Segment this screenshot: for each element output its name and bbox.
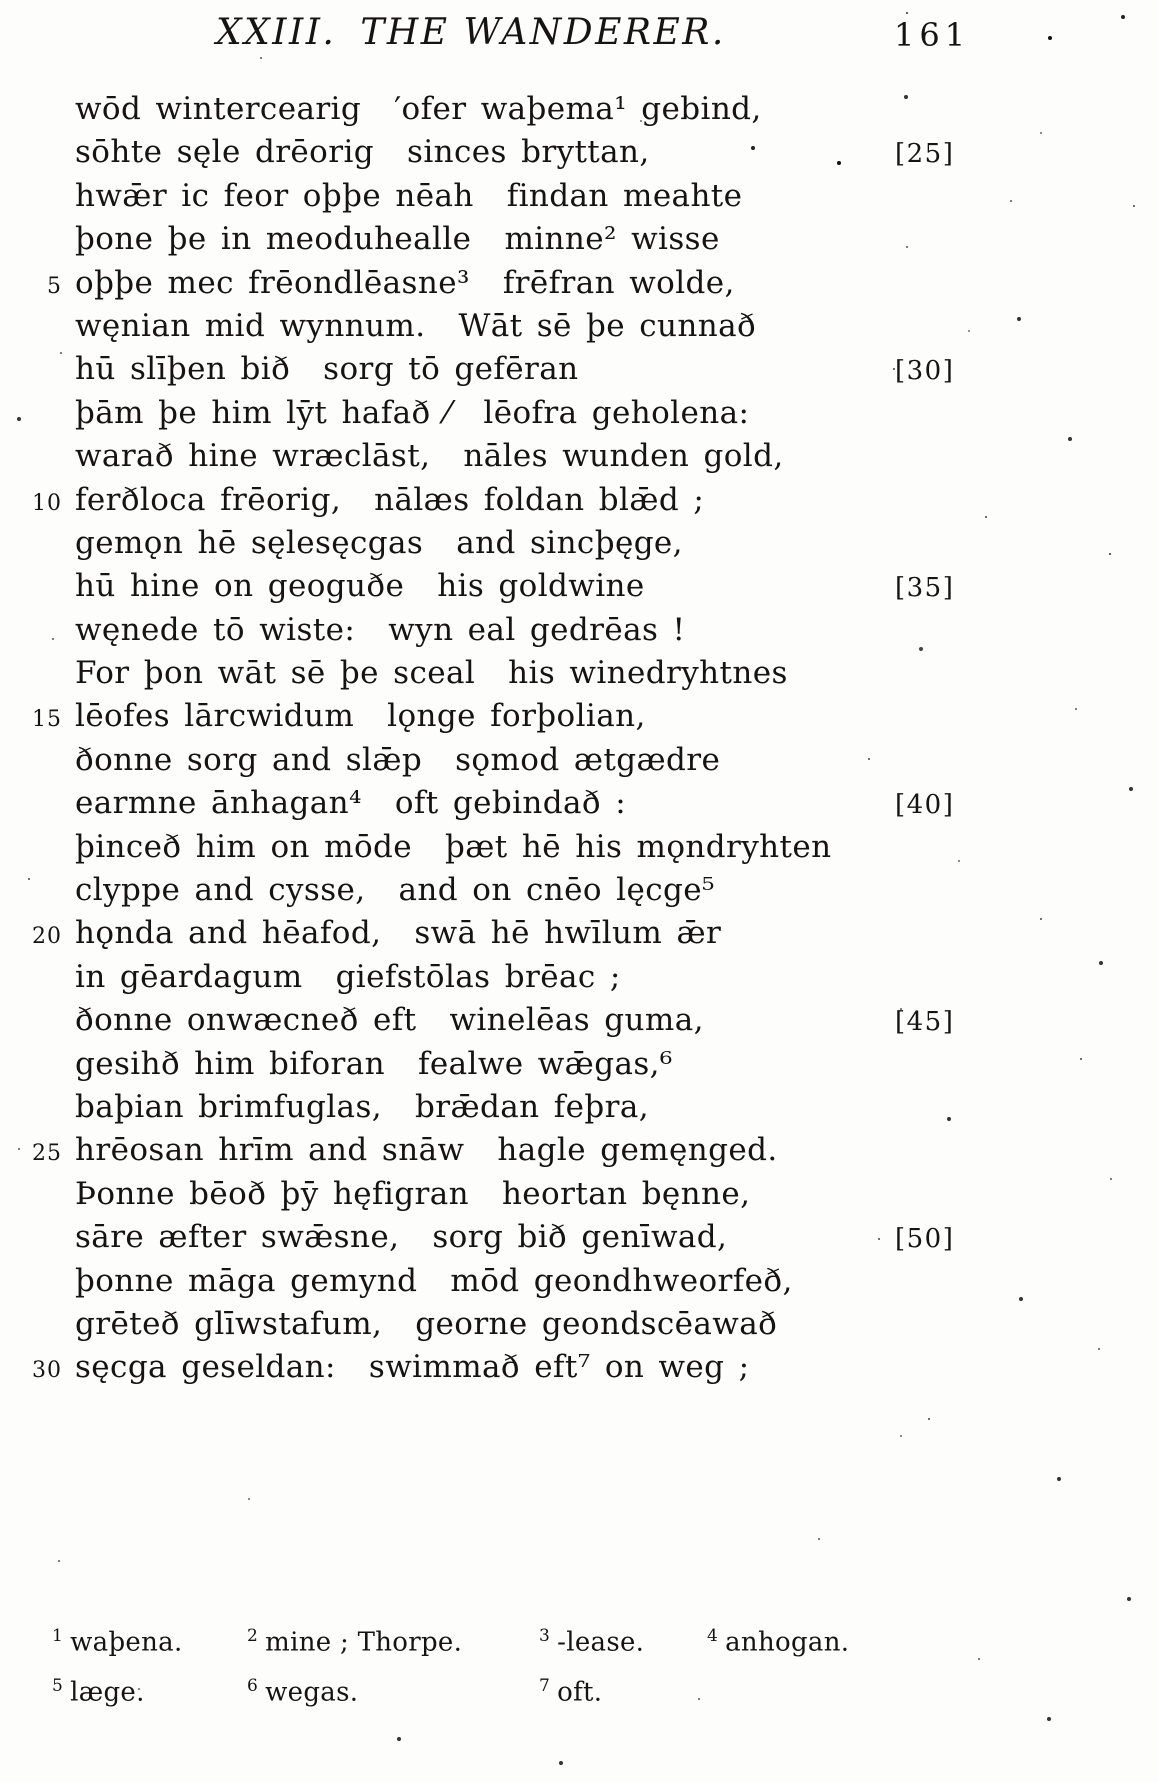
footnote-marker: 3: [539, 1626, 551, 1646]
half-line-a: wōd wintercearig: [75, 91, 362, 127]
verse-text: [75, 1346, 750, 1389]
half-line-a: oþþe mec frēondlēasne³: [75, 264, 470, 301]
poem-text: [0, 88, 1100, 1390]
verse-text: [75, 695, 646, 738]
footnote: [539, 1676, 602, 1708]
verse-text: [75, 348, 579, 391]
scan-noise: [0, 0, 2, 2]
half-line-a: þonne māga gemynd: [75, 1262, 418, 1299]
half-line-a: ferðloca frēorig,: [75, 481, 342, 518]
verse-text: [75, 869, 715, 912]
half-line-b: lǫnge forþolian,: [387, 698, 646, 735]
verse-text: [75, 175, 742, 218]
footnote: [52, 1626, 183, 1658]
half-line-b: swimmað eft⁷ on weg ;: [368, 1349, 750, 1386]
verse-text: [75, 522, 683, 565]
footnote-text: -lease.: [557, 1627, 645, 1658]
footnote-marker: 7: [539, 1676, 551, 1696]
verse-text: [75, 131, 650, 174]
half-line-b: winelēas guma,: [449, 1002, 704, 1039]
half-line-a: lēofes lārcwidum: [75, 698, 355, 735]
verse-line: [0, 739, 1100, 782]
half-line-a: gemǫn hē sęlesęcgas: [75, 524, 424, 561]
half-line-b: fealwe wǣgas,⁶: [418, 1045, 673, 1082]
footnote-text: anhogan.: [725, 1627, 850, 1658]
half-line-b: frēfran wolde,: [502, 264, 735, 301]
verse-line-number: 30: [32, 1358, 62, 1384]
half-line-a: sāre æfter swǣsne,: [75, 1219, 400, 1256]
verse-line: [0, 999, 1100, 1042]
half-line-b: ′ofer waþema¹ gebind,: [394, 91, 762, 127]
verse-text: [75, 782, 626, 825]
edition-line-ref: [25]: [895, 139, 955, 170]
half-line-b: swā hē hwīlum ǣr: [414, 915, 722, 952]
half-line-b: and on cnēo lęcge⁵: [398, 872, 715, 909]
verse-text: [75, 739, 720, 782]
verse-line: [0, 348, 1100, 391]
verse-line: [0, 826, 1100, 869]
half-line-a: sōhte sęle drēorig: [75, 134, 375, 171]
half-line-a: ðonne onwæcneð eft: [75, 1002, 417, 1039]
verse-text: [75, 609, 685, 652]
footnote: [707, 1626, 849, 1658]
verse-line: [0, 956, 1100, 999]
verse-text: [75, 652, 788, 695]
half-line-a: For þon wāt sē þe sceal: [75, 655, 476, 692]
half-line-a: hwǣr ic feor oþþe nēah: [75, 177, 474, 214]
footnote-row: [0, 1668, 1158, 1718]
half-line-a: gesihð him biforan: [75, 1045, 385, 1082]
half-line-b: minne² wisse: [504, 221, 720, 258]
half-line-b: sorg tō gefēran: [323, 351, 579, 388]
verse-line: [0, 1346, 1100, 1389]
half-line-a: þām þe him lȳt hafað ⁄: [75, 394, 451, 431]
verse-line: [0, 652, 1100, 695]
footnote-marker: 4: [707, 1626, 719, 1646]
verse-text: [75, 1086, 649, 1129]
verse-line: [0, 1086, 1100, 1129]
verse-line: [0, 1129, 1100, 1172]
verse-text: [75, 305, 756, 348]
half-line-a: sęcga geseldan:: [75, 1349, 336, 1386]
chapter-heading: [216, 12, 726, 53]
verse-line-number: 10: [32, 490, 62, 516]
footnote: [539, 1626, 644, 1658]
verse-line: [0, 1173, 1100, 1216]
footnote-row: [0, 1618, 1158, 1668]
half-line-a: węnede tō wiste:: [75, 611, 356, 648]
verse-line: [0, 435, 1100, 478]
half-line-b: nāles wunden gold,: [463, 438, 784, 475]
verse-text: [75, 88, 762, 131]
half-line-a: hū slīþen bið: [75, 351, 291, 388]
footnote-text: wegas.: [265, 1677, 359, 1708]
half-line-b: lēofra geholena:: [483, 394, 750, 431]
footnote-text: waþena.: [70, 1627, 183, 1658]
half-line-a: earmne ānhagan⁴: [75, 785, 362, 822]
verse-text: [75, 956, 621, 999]
verse-text: [75, 999, 704, 1042]
half-line-a: grēteð glīwstafum,: [75, 1305, 383, 1342]
half-line-a: baþian brimfuglas,: [75, 1088, 383, 1125]
verse-line-number: 5: [47, 273, 62, 299]
verse-text: [75, 1216, 727, 1259]
verse-line: [0, 869, 1100, 912]
edition-line-ref: [40]: [895, 790, 955, 821]
verse-text: [75, 1173, 750, 1216]
half-line-b: mōd geondhweorfeð,: [450, 1262, 793, 1299]
half-line-a: in gēardagum: [75, 958, 303, 995]
edition-line-ref: [45]: [895, 1007, 955, 1038]
half-line-b: hagle gemęnged.: [497, 1132, 778, 1169]
verse-text: [75, 262, 735, 305]
half-line-a: þone þe in meoduhealle: [75, 221, 472, 258]
footnote-text: oft.: [557, 1677, 603, 1708]
half-line-b: and sincþęge,: [456, 524, 683, 561]
verse-line: [0, 609, 1100, 652]
half-line-a: hū hine on geoguðe: [75, 568, 405, 605]
page-number: 161: [894, 16, 971, 54]
verse-line: [0, 1043, 1100, 1086]
verse-line-number: 15: [32, 707, 62, 733]
verse-line: [0, 88, 1100, 131]
verse-line: [0, 782, 1100, 825]
footnote-marker: 5: [52, 1676, 64, 1696]
edition-line-ref: [35]: [895, 573, 955, 604]
half-line-b: oft gebindað :: [394, 785, 627, 822]
half-line-b: wyn eal gedrēas !: [388, 611, 686, 648]
footnote-marker: 1: [52, 1626, 64, 1646]
verse-text: [75, 1129, 778, 1172]
verse-text: [75, 826, 831, 869]
verse-line: [0, 522, 1100, 565]
verse-text: [75, 218, 720, 261]
half-line-b: sinces bryttan,: [407, 134, 650, 171]
verse-line: [0, 1303, 1100, 1346]
half-line-b: nālæs foldan blǣd ;: [374, 481, 705, 518]
half-line-b: his goldwine: [437, 568, 645, 605]
half-line-b: heortan bęnne,: [501, 1175, 751, 1212]
edition-line-ref: [30]: [895, 356, 955, 387]
verse-line: [0, 912, 1100, 955]
half-line-a: warað hine wræclāst,: [75, 438, 431, 475]
footnote-marker: 2: [247, 1626, 259, 1646]
verse-line: [0, 131, 1100, 174]
verse-line: [0, 565, 1100, 608]
verse-text: [75, 1303, 777, 1346]
edition-line-ref: [50]: [895, 1224, 955, 1255]
footnotes: [0, 1618, 1158, 1718]
verse-text: [75, 1043, 673, 1086]
verse-line: [0, 218, 1100, 261]
footnote-text: læge.: [70, 1677, 145, 1708]
chapter-number: XXIII.: [216, 12, 337, 53]
half-line-b: his winedryhtnes: [508, 655, 788, 692]
verse-line: [0, 392, 1100, 435]
half-line-b: findan meahte: [506, 177, 743, 214]
half-line-a: ðonne sorg and slǣp: [75, 741, 423, 778]
half-line-a: hrēosan hrīm and snāw: [75, 1132, 465, 1169]
half-line-a: þinceð him on mōde: [75, 828, 413, 865]
half-line-b: georne geondscēawað: [415, 1305, 778, 1342]
verse-text: [75, 1260, 793, 1303]
half-line-a: clyppe and cysse,: [75, 872, 366, 909]
footnote-marker: 6: [247, 1676, 259, 1696]
footnote: [247, 1626, 462, 1658]
verse-line: [0, 695, 1100, 738]
half-line-b: giefstōlas brēac ;: [335, 958, 621, 995]
verse-line: [0, 479, 1100, 522]
verse-line-number: 20: [32, 924, 62, 950]
verse-text: [75, 479, 704, 522]
chapter-title: THE WANDERER.: [360, 12, 726, 53]
verse-line: [0, 1260, 1100, 1303]
half-line-b: þæt hē his mǫndryhten: [445, 828, 832, 865]
verse-line: [0, 1216, 1100, 1259]
page-header: [0, 10, 1158, 58]
verse-line: [0, 175, 1100, 218]
half-line-b: brǣdan feþra,: [415, 1088, 649, 1125]
verse-text: [75, 435, 784, 478]
verse-line: [0, 305, 1100, 348]
half-line-a: węnian mid wynnum.: [75, 307, 426, 344]
half-line-b: Wāt sē þe cunnað: [458, 307, 757, 344]
footnote-text: mine ; Thorpe.: [265, 1627, 463, 1658]
verse-text: [75, 565, 645, 608]
verse-line: [0, 262, 1100, 305]
half-line-a: hǫnda and hēafod,: [75, 915, 382, 952]
verse-line-number: 25: [32, 1141, 62, 1167]
footnote: [247, 1676, 358, 1708]
verse-text: [75, 912, 721, 955]
footnote: [52, 1676, 145, 1708]
half-line-a: Þonne bēoð þȳ hęfigran: [75, 1175, 469, 1212]
half-line-b: sorg bið genīwad,: [432, 1219, 728, 1256]
verse-text: [75, 392, 749, 435]
half-line-b: sǫmod ætgædre: [455, 741, 721, 778]
